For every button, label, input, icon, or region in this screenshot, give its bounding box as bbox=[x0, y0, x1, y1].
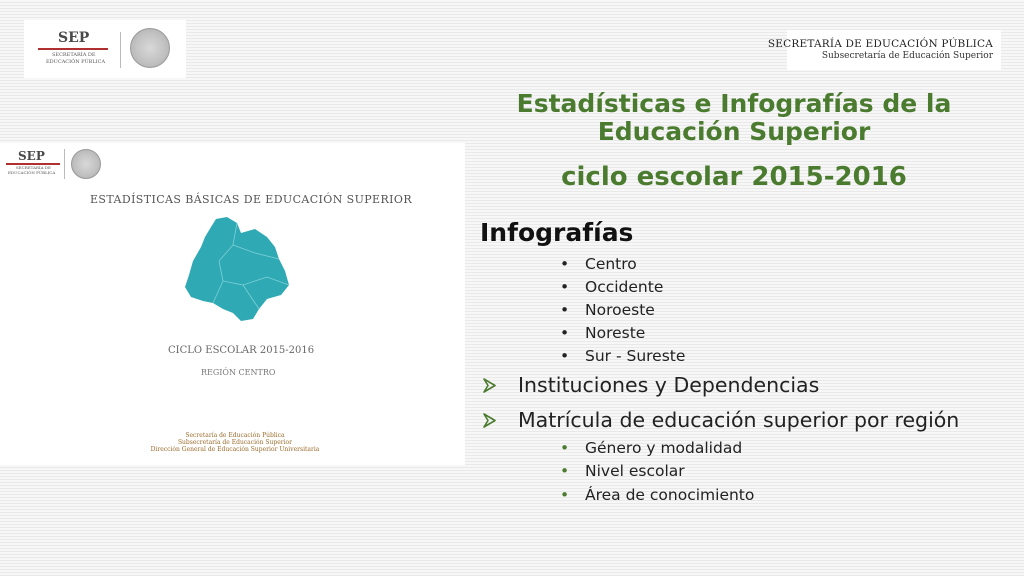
matricula-label: Matrícula de educación superior por región bbox=[518, 408, 960, 432]
region-item: • Noroeste bbox=[585, 301, 655, 319]
seal-icon bbox=[130, 28, 170, 68]
cover-sep-sub2: EDUCACIÓN PÚBLICA bbox=[8, 170, 56, 175]
cover-credit-line3: Dirección General de Educación Superior Universitaria bbox=[150, 446, 320, 453]
arrow-bullet-icon bbox=[482, 413, 497, 428]
sep-wordmark: SEP bbox=[58, 30, 90, 46]
page-title bbox=[478, 90, 990, 146]
matricula-item bbox=[518, 408, 959, 432]
cover-credit-line1: Secretaría de Educación Pública bbox=[185, 432, 285, 439]
region-item: • Occidente bbox=[585, 278, 663, 296]
region-item: • Noreste bbox=[585, 324, 645, 342]
sep-text-logo bbox=[767, 30, 1001, 70]
sep-subtitle-line2: EDUCACIÓN PÚBLICA bbox=[46, 59, 106, 65]
cover-logo-divider bbox=[64, 149, 65, 179]
cover-cycle: CICLO ESCOLAR 2015-2016 bbox=[168, 345, 315, 356]
sep-subtitle-line1: SECRETARÍA DE bbox=[52, 52, 96, 58]
cover-region: REGIÓN CENTRO bbox=[201, 368, 276, 377]
cover-heading: ESTADÍSTICAS BÁSICAS DE EDUCACIÓN SUPERIOR bbox=[90, 193, 413, 206]
cover-sep-sub1: SECRETARÍA DE bbox=[16, 165, 51, 170]
region-item: • Sur - Sureste bbox=[585, 347, 685, 365]
sep-logo bbox=[24, 20, 186, 78]
subsecretaria-subtitle: Subsecretaría de Educación Superior bbox=[821, 51, 993, 61]
cover-sep-wordmark: SEP bbox=[18, 149, 45, 163]
secretaria-title: SECRETARÍA DE EDUCACIÓN PÚBLICA bbox=[767, 38, 993, 50]
region-map bbox=[183, 215, 293, 323]
matricula-subitem: • Género y modalidad bbox=[585, 439, 742, 457]
report-cover bbox=[0, 143, 465, 465]
instituciones-label: Instituciones y Dependencias bbox=[518, 373, 820, 397]
cycle-subtitle: ciclo escolar 2015-2016 bbox=[561, 162, 907, 192]
logo-divider bbox=[120, 32, 121, 68]
matricula-subitem: • Nivel escolar bbox=[585, 462, 685, 480]
arrow-bullet-icon bbox=[482, 378, 497, 393]
sep-red-rule bbox=[38, 48, 108, 50]
cover-seal-icon bbox=[71, 149, 101, 179]
title-line1: Estadísticas e Infografías de la bbox=[516, 89, 952, 118]
map-region-shape bbox=[185, 217, 289, 321]
infografias-heading: Infografías bbox=[480, 218, 634, 247]
cover-credit-line2: Subsecretaría de Educación Superior bbox=[177, 439, 293, 446]
region-item: • Centro bbox=[585, 255, 637, 273]
title-line2: Educación Superior bbox=[597, 117, 871, 146]
matricula-subitem: • Área de conocimiento bbox=[585, 486, 754, 504]
instituciones-item bbox=[518, 373, 819, 397]
